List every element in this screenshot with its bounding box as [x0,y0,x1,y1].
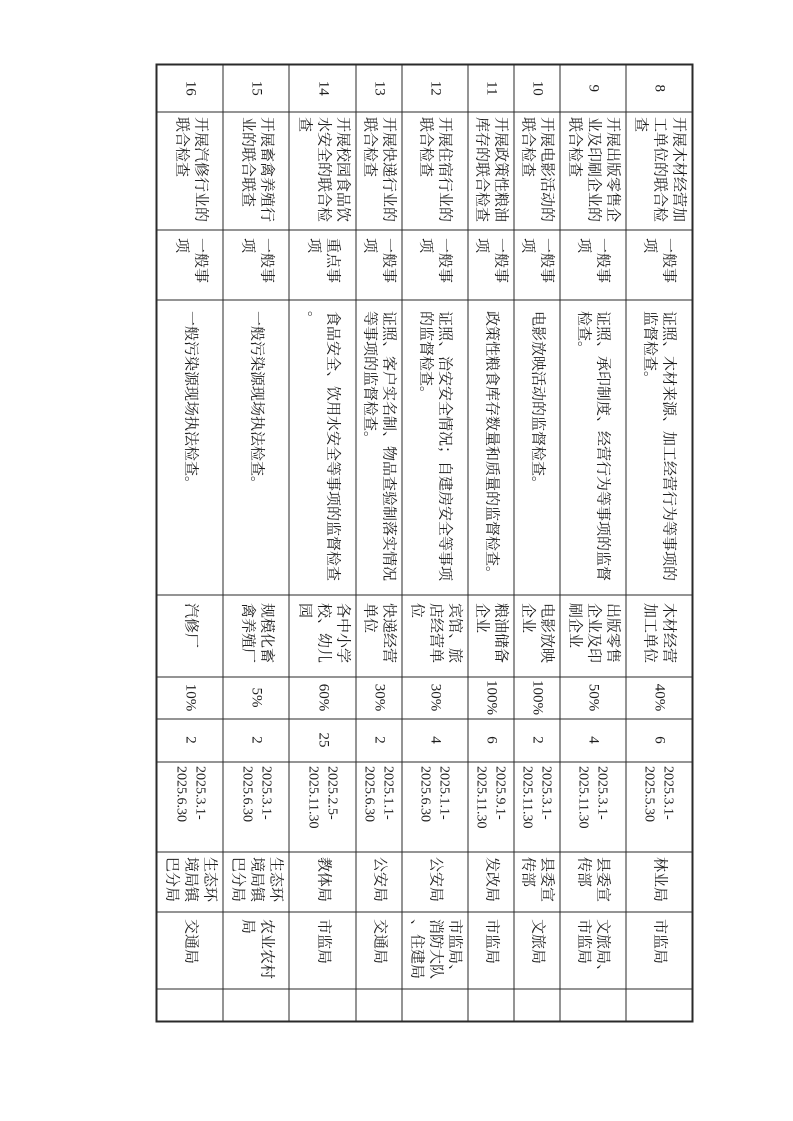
lead-dept-cell: 公安局 [401,851,467,911]
task-cell: 开展出版零售企业及印刷企业的联合检查 [559,111,625,229]
serial-cell: 15 [223,64,289,111]
date-end: 2025.6.30 [361,765,377,822]
item-type-cell: 一般事项 [401,229,467,299]
co-dept-cell: 市监局 [289,911,355,988]
rotated-table-container [155,63,693,1020]
date-start: 2025.2.5- [324,765,340,820]
inspection-plan-table [155,63,693,1022]
serial-cell: 13 [355,64,401,111]
content-cell: 政策性粮食库存数量和质量的监督检查。 [467,299,513,594]
co-dept-cell: 文旅局 [513,911,559,988]
table-row [625,64,692,1021]
item-type-cell: 一般事项 [559,229,625,299]
date-end: 2025.11.30 [473,765,489,828]
count-cell: 2 [355,718,401,761]
lead-dept-cell: 教体局 [289,851,355,911]
serial-cell: 12 [401,64,467,111]
ratio-cell: 60% [289,676,355,718]
lead-dept-cell: 生态环境局镇巴分局 [156,851,223,911]
item-type-cell: 一般事项 [513,229,559,299]
date-start: 2025.9.1- [492,765,508,820]
item-type-cell: 一般事项 [223,229,289,299]
count-cell: 6 [625,718,692,761]
date-cell [625,761,692,851]
target-cell: 出版零售企业及印刷企业 [559,594,625,676]
count-cell: 4 [401,718,467,761]
note-cell [289,988,355,1021]
content-cell: 证照、承印制度、经营行为等事项的监督检查。 [559,299,625,594]
target-cell: 快递经营单位 [355,594,401,676]
co-dept-cell: 交通局 [355,911,401,988]
date-start: 2025.3.1- [660,765,676,820]
count-cell: 2 [223,718,289,761]
date-end: 2025.11.30 [305,765,321,828]
date-start: 2025.3.1- [257,765,273,820]
item-type-cell: 一般事项 [355,229,401,299]
ratio-cell: 50% [559,676,625,718]
serial-cell: 8 [625,64,692,111]
lead-dept-cell: 县委宣传部 [559,851,625,911]
task-cell: 开展电影活动的联合检查 [513,111,559,229]
count-cell: 2 [156,718,223,761]
co-dept-cell: 文旅局、市监局 [559,911,625,988]
item-type-cell: 一般事项 [156,229,223,299]
content-cell: 一般污染源现场执法检查。 [223,299,289,594]
lead-dept-cell: 生态环境局镇巴分局 [223,851,289,911]
date-cell [467,761,513,851]
item-type-cell: 重点事项 [289,229,355,299]
table-row [559,64,625,1021]
co-dept-cell: 交通局 [156,911,223,988]
ratio-cell: 30% [401,676,467,718]
task-cell: 开展汽修行业的联合检查 [156,111,223,229]
note-cell [156,988,223,1021]
date-end: 2025.11.30 [519,765,535,828]
date-start: 2025.3.1- [538,765,554,820]
task-cell: 开展校园食品饮水安全的联合检查 [289,111,355,229]
target-cell: 电影放映企业 [513,594,559,676]
task-cell: 开展畜禽养殖行业的联合联查 [223,111,289,229]
date-cell [559,761,625,851]
task-cell: 开展政策性粮油库存的联合检查 [467,111,513,229]
lead-dept-cell: 林业局 [625,851,692,911]
date-end: 2025.5.30 [641,765,657,822]
ratio-cell: 100% [467,676,513,718]
date-end: 2025.11.30 [575,765,591,828]
co-dept-cell: 市监局 [467,911,513,988]
item-type-cell: 一般事项 [467,229,513,299]
lead-dept-cell: 县委宣传部 [513,851,559,911]
date-cell [223,761,289,851]
co-dept-cell: 市监局 [625,911,692,988]
date-end: 2025.6.30 [417,765,433,822]
serial-cell: 14 [289,64,355,111]
date-start: 2025.3.1- [191,765,207,820]
table-row [467,64,513,1021]
co-dept-cell: 市监局、消防大队、住建局 [401,911,467,988]
date-cell [156,761,223,851]
note-cell [513,988,559,1021]
co-dept-cell: 农业农村局 [223,911,289,988]
content-cell: 电影放映活动的监督检查。 [513,299,559,594]
table-row [401,64,467,1021]
task-cell: 开展快递行业的联合检查 [355,111,401,229]
ratio-cell: 10% [156,676,223,718]
note-cell [559,988,625,1021]
item-type-cell: 一般事项 [625,229,692,299]
target-cell: 粮油储备企业 [467,594,513,676]
date-cell [401,761,467,851]
content-cell: 证照、木材来源、加工经营行为等事项的监督检查。 [625,299,692,594]
lead-dept-cell: 公安局 [355,851,401,911]
ratio-cell: 5% [223,676,289,718]
target-cell: 木材经营加工单位 [625,594,692,676]
note-cell [467,988,513,1021]
lead-dept-cell: 发改局 [467,851,513,911]
target-cell: 汽修厂 [156,594,223,676]
content-cell: 证照、治安安全情况；自建房安全等事项的监督检查。 [401,299,467,594]
task-cell: 开展住宿行业的联合检查 [401,111,467,229]
date-end: 2025.6.30 [172,765,188,822]
ratio-cell: 30% [355,676,401,718]
serial-cell: 10 [513,64,559,111]
serial-cell: 9 [559,64,625,111]
count-cell: 25 [289,718,355,761]
target-cell: 规模化畜禽养殖厂 [223,594,289,676]
count-cell: 4 [559,718,625,761]
date-cell [289,761,355,851]
content-cell: 食品安全、饮用水安全等事项的监督检查。 [289,299,355,594]
serial-cell: 11 [467,64,513,111]
count-cell: 6 [467,718,513,761]
content-cell: 一般污染源现场执法检查。 [156,299,223,594]
target-cell: 宾馆、旅店经营单位 [401,594,467,676]
note-cell [625,988,692,1021]
date-start: 2025.1.1- [380,765,396,820]
date-start: 2025.1.1- [436,765,452,820]
date-start: 2025.3.1- [594,765,610,820]
count-cell: 2 [513,718,559,761]
task-cell: 开展木材经营加工单位的联合检查 [625,111,692,229]
table-row [289,64,355,1021]
note-cell [401,988,467,1021]
content-cell: 证照、客户实名制、物品查验制落实情况等事项的监督检查。 [355,299,401,594]
table-row [223,64,289,1021]
table-row [355,64,401,1021]
note-cell [223,988,289,1021]
note-cell [355,988,401,1021]
date-end: 2025.6.30 [238,765,254,822]
date-cell [355,761,401,851]
ratio-cell: 100% [513,676,559,718]
serial-cell: 16 [156,64,223,111]
table-row [513,64,559,1021]
date-cell [513,761,559,851]
target-cell: 各中小学校、幼儿园 [289,594,355,676]
table-row [156,64,223,1021]
ratio-cell: 40% [625,676,692,718]
